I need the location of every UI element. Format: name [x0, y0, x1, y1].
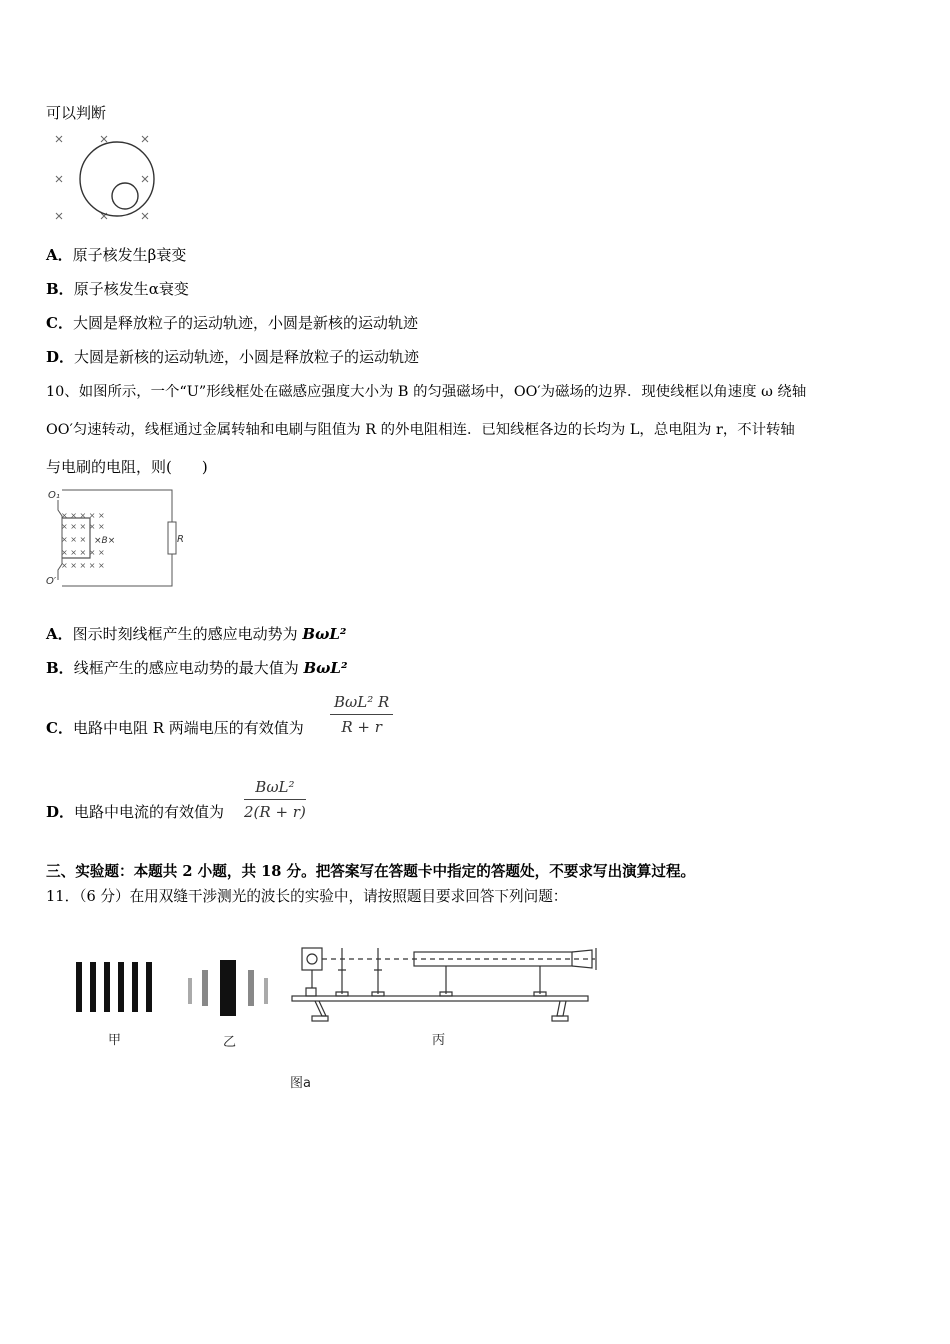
section3-heading: 三、实验题：本题共 2 小题，共 18 分。把答案写在答题卡中指定的答题处，不要求写出演算过程。 [46, 863, 696, 880]
label-jia: 甲 [108, 1033, 122, 1048]
pattern-jia [76, 962, 152, 1012]
q10-option-d-fraction: BωL² 2(R + r) [244, 778, 306, 821]
q9-magnetic-field-figure [50, 132, 160, 227]
q9-intro: 可以判断 [46, 104, 107, 122]
q10-stem-line3: 与电刷的电阻，则( ) [46, 458, 208, 476]
svg-text:× × ×: × × × [61, 535, 87, 544]
svg-text:× × × × ×: × × × × × [61, 548, 105, 557]
large-circle-track [80, 142, 154, 216]
q10-stem-line1: 10、如图所示，一个“U”形线框处在磁感应强度大小为 B 的匀强磁场中，OO′为磁场的边界．现使线框以角速度 ω 绕轴 [46, 384, 807, 400]
label-bing: 丙 [432, 1033, 446, 1048]
q9-option-b[interactable]: B．原子核发生α衰变 [46, 280, 189, 298]
q10-stem-line2: OO′匀速转动，线框通过金属转轴和电刷与阻值为 R 的外电阻相连．已知线框各边的长均为 L，总电阻为 r，不计转轴 [46, 422, 795, 438]
field-label-b: ×B× [94, 536, 116, 546]
svg-text:× × × × ×: × × × × × [61, 511, 105, 520]
q10-option-b[interactable]: B．线框产生的感应电动势的最大值为 BωL² [46, 659, 348, 677]
field-cross-marks [56, 136, 148, 219]
q9-option-a[interactable]: A．原子核发生β衰变 [46, 246, 187, 264]
q9-option-d[interactable]: D．大圆是新核的运动轨迹，小圆是释放粒子的运动轨迹 [46, 348, 420, 366]
svg-text:× × × × ×: × × × × × [61, 561, 105, 570]
pattern-yi [188, 960, 268, 1016]
q10-option-c-fraction: BωL² R R + r [330, 693, 393, 736]
small-circle-track [112, 183, 138, 209]
q11-stem: 11．（6 分）在用双缝干涉测光的波长的实验中，请按照题目要求回答下列问题： [46, 888, 568, 905]
q10-option-a[interactable]: A．图示时刻线框产生的感应电动势为 BωL² [46, 625, 347, 643]
apparatus-bing [292, 948, 596, 1021]
q10-option-c[interactable]: C．电路中电阻 R 两端电压的有效值为 [46, 719, 304, 737]
resistor-r [168, 522, 176, 554]
label-yi: 乙 [223, 1035, 237, 1050]
q11-figure-a [60, 930, 620, 1100]
axis-label-o1: O₁ [48, 490, 60, 501]
figure-caption: 图a [290, 1076, 311, 1091]
q9-option-c[interactable]: C．大圆是释放粒子的运动轨迹，小圆是新核的运动轨迹 [46, 314, 418, 332]
q10-option-d[interactable]: D．电路中电流的有效值为 [46, 803, 225, 821]
resistor-label: R [177, 534, 184, 545]
svg-text:× × × × ×: × × × × × [61, 522, 105, 531]
axis-label-o2: O′ [46, 576, 57, 587]
q10-u-frame-figure [44, 486, 189, 592]
